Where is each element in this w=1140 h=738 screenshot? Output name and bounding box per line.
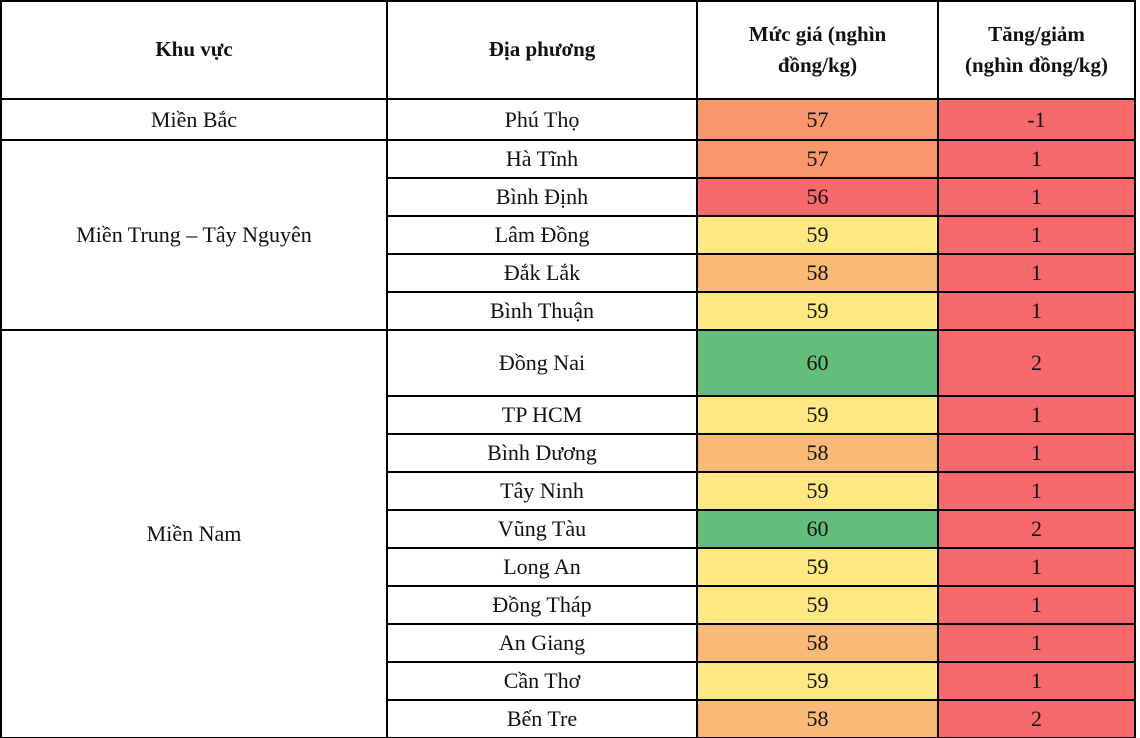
- province-cell: An Giang: [387, 624, 697, 662]
- change-cell: 1: [938, 140, 1135, 178]
- province-cell: TP HCM: [387, 396, 697, 434]
- column-header-region: Khu vực: [1, 1, 387, 99]
- change-cell: 1: [938, 292, 1135, 330]
- province-cell: Long An: [387, 548, 697, 586]
- price-cell: 56: [697, 178, 938, 216]
- change-cell: 1: [938, 216, 1135, 254]
- change-cell: -1: [938, 99, 1135, 140]
- province-cell: Đắk Lắk: [387, 254, 697, 292]
- region-cell-mien-nam: Miền Nam: [1, 330, 387, 738]
- province-cell: Lâm Đồng: [387, 216, 697, 254]
- region-cell-mien-bac: Miền Bắc: [1, 99, 387, 140]
- province-cell: Tây Ninh: [387, 472, 697, 510]
- price-cell: 59: [697, 472, 938, 510]
- column-header-price: [697, 1, 938, 99]
- column-header-province: Địa phương: [387, 1, 697, 99]
- province-cell: Bình Dương: [387, 434, 697, 472]
- table-row: [1, 330, 1135, 396]
- change-cell: 1: [938, 662, 1135, 700]
- change-cell: 1: [938, 396, 1135, 434]
- table-row: [1, 140, 1135, 178]
- price-cell: 58: [697, 700, 938, 738]
- province-cell: Bình Định: [387, 178, 697, 216]
- price-cell: 60: [697, 330, 938, 396]
- price-cell: 59: [697, 292, 938, 330]
- change-cell: 1: [938, 178, 1135, 216]
- price-cell: 59: [697, 586, 938, 624]
- change-cell: 1: [938, 586, 1135, 624]
- change-cell: 1: [938, 254, 1135, 292]
- column-header-change: [938, 1, 1135, 99]
- price-cell: 58: [697, 254, 938, 292]
- province-cell: Đồng Nai: [387, 330, 697, 396]
- column-header-price-line2: đồng/kg): [777, 53, 858, 77]
- column-header-price-line1: Mức giá (nghìn: [748, 21, 887, 46]
- column-header-change-line1: Tăng/giảm: [988, 21, 1085, 46]
- price-cell: 59: [697, 662, 938, 700]
- price-cell: 59: [697, 396, 938, 434]
- price-cell: 59: [697, 216, 938, 254]
- province-cell: Phú Thọ: [387, 99, 697, 140]
- province-cell: Hà Tĩnh: [387, 140, 697, 178]
- price-cell: 60: [697, 510, 938, 548]
- province-cell: Cần Thơ: [387, 662, 697, 700]
- change-cell: 2: [938, 700, 1135, 738]
- table-row: [1, 99, 1135, 140]
- change-cell: 1: [938, 472, 1135, 510]
- price-cell: 57: [697, 140, 938, 178]
- price-cell: 57: [697, 99, 938, 140]
- province-cell: Bình Thuận: [387, 292, 697, 330]
- price-cell: 58: [697, 434, 938, 472]
- change-cell: 1: [938, 434, 1135, 472]
- column-header-change-line2: (nghìn đồng/kg): [965, 53, 1108, 77]
- change-cell: 2: [938, 330, 1135, 396]
- province-cell: Bến Tre: [387, 700, 697, 738]
- province-cell: Vũng Tàu: [387, 510, 697, 548]
- change-cell: 1: [938, 624, 1135, 662]
- price-cell: 59: [697, 548, 938, 586]
- change-cell: 1: [938, 548, 1135, 586]
- change-cell: 2: [938, 510, 1135, 548]
- table-header-row: [1, 1, 1135, 99]
- price-cell: 58: [697, 624, 938, 662]
- province-cell: Đồng Tháp: [387, 586, 697, 624]
- region-cell-mien-trung-tay-nguyen: Miền Trung – Tây Nguyên: [1, 140, 387, 330]
